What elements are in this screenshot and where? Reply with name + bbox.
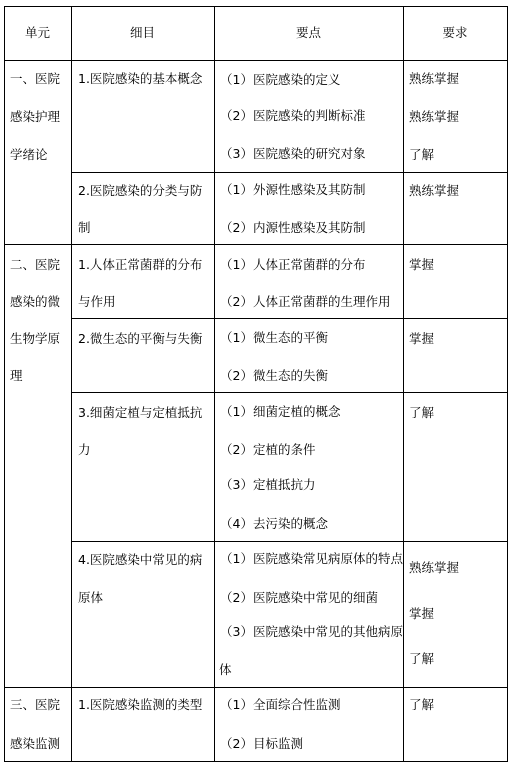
unit-2-line-1: 二、医院 <box>10 257 61 272</box>
point-2-2: （2）内源性感染及其防制 <box>220 220 366 235</box>
point-6-1: （1）医院感染常见病原体的特点 <box>220 551 403 566</box>
req-1-2: 熟练掌握 <box>409 109 460 124</box>
unit-1-line-2: 感染护理 <box>10 109 61 124</box>
req-6-1: 熟练掌握 <box>409 560 460 575</box>
unit-2-line-3: 生物学原 <box>10 331 61 346</box>
header-unit: 单元 <box>24 25 50 40</box>
detail-5-2: 力 <box>78 442 91 457</box>
detail-5-1: 3.细菌定植与定植抵抗 <box>78 405 203 420</box>
detail-2-1: 2.医院感染的分类与防 <box>78 183 203 198</box>
point-5-1: （1）细菌定植的概念 <box>220 404 341 419</box>
point-6-3: （3）医院感染中常见的其他病原 <box>220 624 403 639</box>
point-7-2: （2）目标监测 <box>220 736 303 751</box>
header-detail: 细目 <box>129 25 155 40</box>
header-points: 要点 <box>295 25 321 40</box>
req-4-1: 掌握 <box>409 331 435 346</box>
point-4-2: （2）微生态的失衡 <box>220 368 328 383</box>
req-6-2: 掌握 <box>409 606 435 621</box>
point-6-2: （2）医院感染中常见的细菌 <box>220 590 378 605</box>
header-requirement: 要求 <box>442 25 468 40</box>
point-3-2: （2）人体正常菌群的生理作用 <box>220 294 391 309</box>
point-5-4: （4）去污染的概念 <box>220 516 328 531</box>
point-1-1: （1）医院感染的定义 <box>220 72 341 87</box>
req-6-3: 了解 <box>409 651 435 666</box>
point-5-2: （2）定植的条件 <box>220 442 316 457</box>
req-5-1: 了解 <box>409 405 435 420</box>
detail-6-2: 原体 <box>78 590 104 605</box>
req-7-1: 了解 <box>409 697 435 712</box>
point-2-1: （1）外源性感染及其防制 <box>220 182 366 197</box>
req-1-1: 熟练掌握 <box>409 71 460 86</box>
detail-2-2: 制 <box>78 220 91 235</box>
detail-3-2: 与作用 <box>78 294 116 309</box>
req-1-3: 了解 <box>409 147 435 162</box>
req-3-1: 掌握 <box>409 257 435 272</box>
point-6-4: 体 <box>219 662 232 677</box>
unit-1-line-3: 学绪论 <box>10 147 48 162</box>
detail-7-1: 1.医院感染监测的类型 <box>78 697 203 712</box>
point-1-2: （2）医院感染的判断标准 <box>220 108 366 123</box>
point-3-1: （1）人体正常菌群的分布 <box>220 257 366 272</box>
point-7-1: （1）全面综合性监测 <box>220 697 341 712</box>
detail-4-1: 2.微生态的平衡与失衡 <box>78 331 203 346</box>
unit-3-line-1: 三、医院 <box>10 697 61 712</box>
point-5-3: （3）定植抵抗力 <box>220 477 316 492</box>
detail-1-1: 1.医院感染的基本概念 <box>78 71 203 86</box>
req-2-1: 熟练掌握 <box>409 183 460 198</box>
point-1-3: （3）医院感染的研究对象 <box>220 146 366 161</box>
unit-1-line-1: 一、医院 <box>10 71 61 86</box>
detail-6-1: 4.医院感染中常见的病 <box>78 552 203 567</box>
detail-3-1: 1.人体正常菌群的分布 <box>78 257 203 272</box>
unit-2-line-4: 理 <box>10 368 23 383</box>
unit-3-line-2: 感染监测 <box>10 736 61 751</box>
point-4-1: （1）微生态的平衡 <box>220 330 328 345</box>
unit-2-line-2: 感染的微 <box>10 294 61 309</box>
